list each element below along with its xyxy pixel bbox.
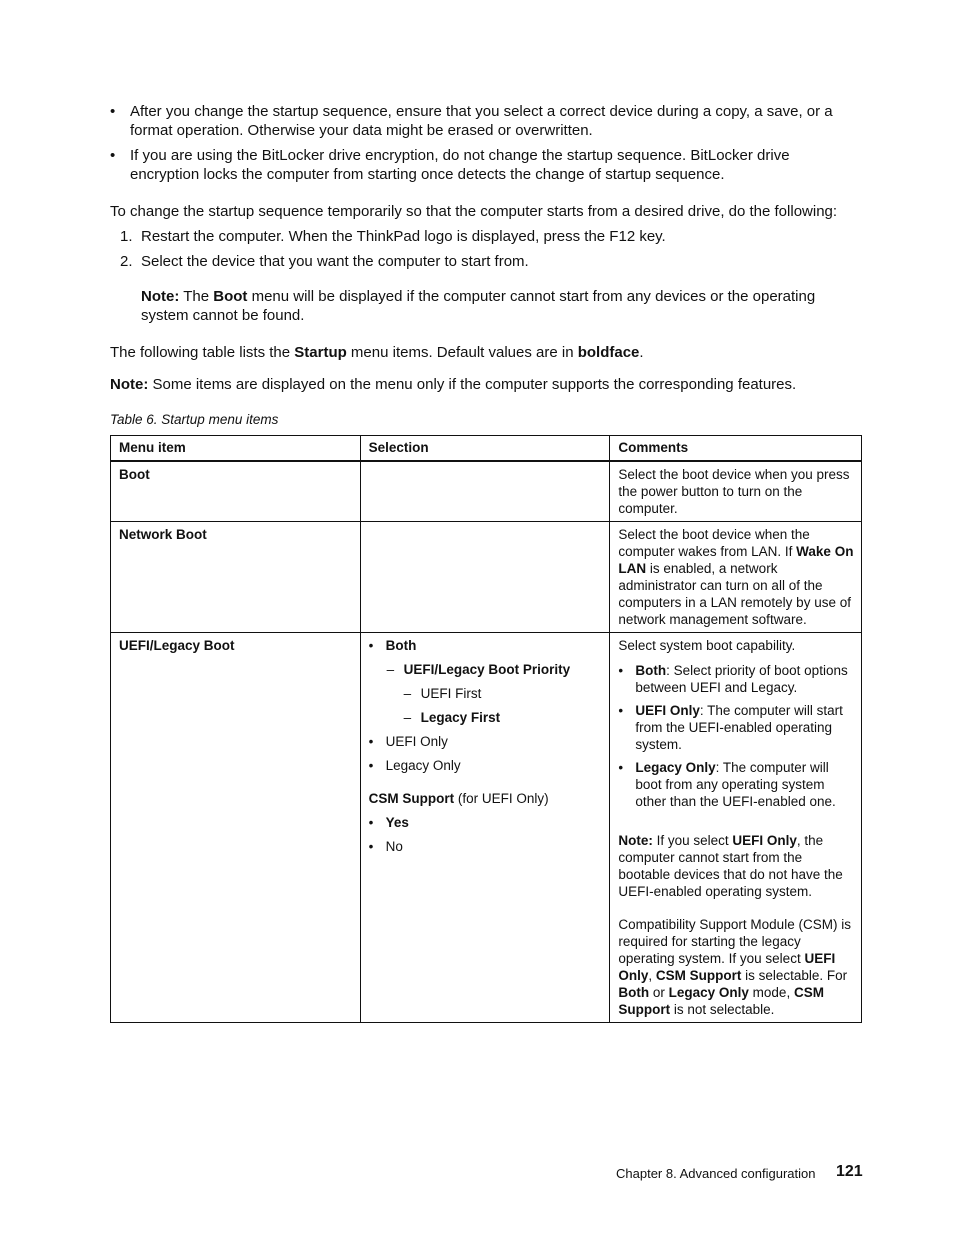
- menu-item-cell: Boot: [111, 461, 361, 522]
- uefi-note: [618, 832, 854, 900]
- selection-option: [369, 838, 603, 855]
- comment-bold-term: Both: [635, 663, 667, 678]
- csm-support-label: [369, 790, 603, 807]
- note-text: The: [179, 288, 214, 305]
- comment-bullet: [618, 702, 854, 753]
- table-intro-paragraph: [110, 343, 870, 362]
- selection-cell: [360, 522, 610, 633]
- intro-bold-term: boldface: [577, 344, 640, 361]
- comment-bold-term: Both: [618, 985, 650, 1000]
- bullet-marker: •: [110, 103, 116, 120]
- dash-marker: –: [403, 686, 412, 701]
- intro-text: The following table lists the: [110, 344, 295, 361]
- selection-suboption: [369, 709, 603, 726]
- header-selection: Selection: [360, 436, 610, 462]
- comment-text: , the computer cannot start from the bootable devices that do not have the UEFI-enabled operating system.: [618, 833, 843, 899]
- intro-bold-term: Startup: [294, 344, 347, 361]
- option-label: Legacy Only: [385, 758, 461, 773]
- intro-text: menu items. Default values are in: [346, 344, 578, 361]
- bullet-item: [110, 102, 862, 140]
- option-note: (for UEFI Only): [454, 791, 549, 806]
- comment-text: mode,: [748, 985, 794, 1000]
- comment-text: ,: [648, 968, 656, 983]
- note-text: Some items are displayed on the menu only if the computer supports the corresponding features.: [148, 376, 797, 393]
- menu-item-cell: Network Boot: [111, 522, 361, 633]
- comment-text: : Select priority of boot options between UEFI and Legacy.: [635, 663, 848, 695]
- bullet-marker: •: [368, 638, 374, 653]
- page-number: 121: [836, 1163, 863, 1180]
- note-bold-term: Boot: [213, 288, 248, 305]
- bullet-marker: •: [368, 839, 374, 854]
- comment-bold-term: UEFI Only: [635, 703, 700, 718]
- option-label: Both: [385, 638, 417, 653]
- comment-text: : The computer will boot from any operating system other than the UEFI-enabled one.: [635, 760, 836, 809]
- selection-option: [369, 637, 603, 654]
- comment-text: Select the boot device when the computer wakes from LAN. If: [618, 527, 810, 559]
- step-note: [141, 287, 861, 325]
- option-label: CSM Support: [368, 791, 455, 806]
- step-item: [120, 227, 862, 246]
- comment-bold-term: CSM Support: [618, 985, 824, 1017]
- selection-option: [369, 733, 603, 750]
- option-label: Yes: [385, 815, 409, 830]
- bullet-text: After you change the startup sequence, ensure that you select a correct device during a copy, a save, or a format operation. Otherwise your data might be erased or overwritten.: [130, 103, 833, 139]
- header-comments: Comments: [610, 436, 862, 462]
- csm-paragraph: [618, 916, 854, 1018]
- step-number: 2.: [120, 253, 133, 270]
- option-label: UEFI/Legacy Boot Priority: [403, 662, 571, 677]
- comment-text: is enabled, a network administrator can turn on all of the computers in a LAN remotely by use of network management software.: [618, 561, 851, 627]
- comment-bold-term: Legacy Only: [635, 760, 716, 775]
- selection-cell: [360, 633, 610, 1023]
- comment-bold-term: CSM Support: [655, 968, 742, 983]
- bullet-marker: •: [110, 147, 116, 164]
- note-label: Note:: [110, 376, 149, 393]
- comment-text: : The computer will start from the UEFI-enabled operating system.: [635, 703, 843, 752]
- comments-cell: [610, 633, 862, 1023]
- step-text: Restart the computer. When the ThinkPad logo is displayed, press the F12 key.: [141, 228, 666, 245]
- temp-change-paragraph: To change the startup sequence temporarily so that the computer starts from a desired drive, do the following:: [110, 203, 838, 220]
- selection-option: [369, 757, 603, 774]
- intro-text: .: [639, 344, 644, 361]
- comment-text: Compatibility Support Module (CSM) is required for starting the legacy operating system. If you select: [618, 917, 851, 966]
- bullet-marker: •: [618, 663, 624, 678]
- note-label: Note:: [618, 833, 653, 848]
- warning-bullet-list: [110, 102, 862, 190]
- bullet-marker: •: [368, 815, 374, 830]
- step-item: [120, 252, 862, 271]
- bullet-marker: •: [368, 734, 374, 749]
- comment-bold-term: Wake On LAN: [618, 544, 854, 576]
- table-row: [111, 461, 862, 522]
- table-row: [111, 633, 862, 1023]
- comments-cell: Select the boot device when you press the power button to turn on the computer.: [610, 461, 862, 522]
- table-header-row: [111, 436, 862, 462]
- steps-list: [120, 227, 862, 277]
- menu-item-cell: UEFI/Legacy Boot: [111, 633, 361, 1023]
- startup-menu-table: [110, 435, 862, 1023]
- option-label: No: [385, 839, 403, 854]
- comment-bold-term: UEFI Only: [618, 951, 836, 983]
- comment-text: If you select: [652, 833, 733, 848]
- comment-text: is selectable. For: [741, 968, 848, 983]
- selection-cell: [360, 461, 610, 522]
- comment-text: or: [649, 985, 669, 1000]
- footer-chapter-title: Chapter 8. Advanced configuration: [616, 1166, 816, 1181]
- header-menu-item: Menu item: [111, 436, 361, 462]
- note-label: Note:: [141, 288, 180, 305]
- comment-bullet: [618, 759, 854, 810]
- features-note: [110, 375, 870, 394]
- selection-option: [369, 814, 603, 831]
- option-label: UEFI First: [420, 686, 482, 701]
- comment-bold-term: UEFI Only: [732, 833, 797, 848]
- bullet-marker: •: [368, 758, 374, 773]
- comment-bullet-list: [618, 662, 854, 810]
- step-text: Select the device that you want the computer to start from.: [141, 253, 529, 270]
- comment-text: is not selectable.: [670, 1002, 775, 1017]
- bullet-marker: •: [618, 760, 624, 775]
- bullet-text: If you are using the BitLocker drive encryption, do not change the startup sequence. BitLocker drive encryption locks the computer from starting once detects the change of startup sequence.: [130, 147, 790, 183]
- selection-suboption: [369, 685, 603, 702]
- option-label: Legacy First: [420, 710, 501, 725]
- comments-cell: [610, 522, 862, 633]
- comment-bold-term: Legacy Only: [668, 985, 749, 1000]
- comment-bullet: [618, 662, 854, 696]
- bullet-item: [110, 146, 862, 184]
- note-text: menu will be displayed if the computer cannot start from any devices or the operating system cannot be found.: [141, 288, 816, 324]
- table-caption: Table 6. Startup menu items: [110, 412, 279, 427]
- selection-suboption: [369, 661, 603, 678]
- dash-marker: –: [403, 710, 412, 725]
- step-number: 1.: [120, 228, 133, 245]
- table-row: [111, 522, 862, 633]
- dash-marker: –: [386, 662, 395, 677]
- comment-text: Select system boot capability.: [618, 638, 796, 653]
- option-label: UEFI Only: [385, 734, 448, 749]
- bullet-marker: •: [618, 703, 624, 718]
